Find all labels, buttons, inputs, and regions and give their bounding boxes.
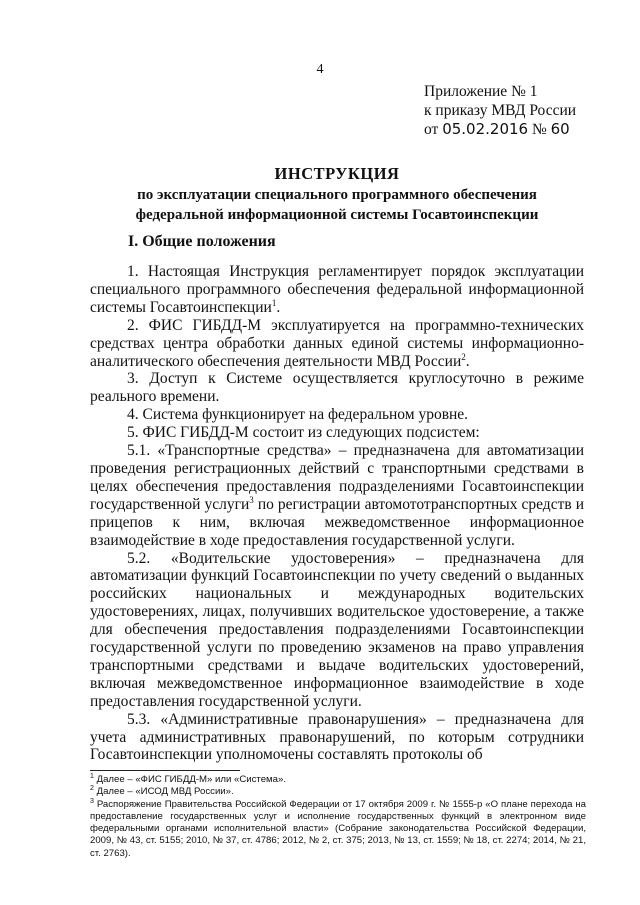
paragraph-5-2: 5.2. «Водительские удостоверения» – предназначена для автоматизации функций Госавтоинспекции по учету сведений о выданных российских национальных и международных водительских удостоверениях, лицах, получивших водительское удостоверение, а также для обеспечения предоставления подразделениями Госавтоинспекции государственной услуги по проведению экзаменов на право управления транспортными средствами и выдаче водительских удостоверений, включая межведомственное информационное взаимодействие в ходе предоставления государственной услуги. (90, 549, 584, 710)
footnote-3-number: 3 (90, 797, 94, 805)
paragraph-5-1-text-b: по регистрации автомототранспортных средств и прицепов к ним, включая межведомственное информационное взаимодействие в ходе предоставления государственной услуги. (90, 495, 584, 549)
footnote-2-number: 2 (90, 785, 94, 793)
appendix-date: 05.02.2016 (442, 120, 529, 138)
paragraph-5-1 (90, 442, 584, 549)
appendix-line-1: Приложение № 1 (424, 83, 538, 100)
document-title (90, 163, 584, 225)
paragraph-3: 3. Доступ к Системе осуществляется круглосуточно в режиме реального времени. (90, 370, 584, 406)
paragraph-2-text: 2. ФИС ГИБДД-М эксплуатируется на программно-технических средствах центра обработки данных единой системы информационно-аналитического обеспечения деятельности МВД России (90, 316, 584, 370)
paragraph-5: 5. ФИС ГИБДД-М состоит из следующих подсистем: (127, 424, 480, 442)
paragraph-5-3: 5.3. «Административные правонарушения» – предназначена для учета административных правонарушений, по которым сотрудники Госавтоинспекции уполномочены составлять протоколы об (90, 710, 584, 764)
appendix-number-sign: № (531, 121, 547, 138)
appendix-block (424, 82, 576, 139)
footnote-1-text: Далее – «ФИС ГИБДД-М» или «Система». (93, 774, 286, 785)
footnote-separator (90, 770, 240, 771)
paragraph-1: 1. Настоящая Инструкция регламентирует порядок эксплуатации специального программного обеспечения федеральной информационной системы Госавтоинспекции$^1$. (90, 263, 584, 316)
appendix-number: 60 (550, 120, 570, 138)
footnote-3-text: Распоряжение Правительства Российской Федерации от 17 октября 2009 г. № 1555-р «О плане перехода на предоставление государственных услуг и исполнение государственных функций в электронном виде федеральными органами исполнительной власти» (Собрание законодательства Российской Федерации, 2009, № 43, ст. 5155; 2010, № 37, ст. 4786; 2012, № 2, ст. 375; 2013, № 13, ст. 1559; № 18, ст. 2274; 2014, № 21, ст. 2763). (90, 798, 586, 859)
title-subtitle-line-2: федеральной информационной системы Госавтоинспекции (135, 207, 539, 223)
title-subtitle-line-1: по эксплуатации специального программного обеспечения (137, 187, 537, 203)
appendix-line-2: к приказу МВД России (424, 102, 577, 119)
page-number: 4 (316, 62, 324, 77)
footnote-ref-1: 1 (271, 297, 277, 308)
footnote-ref-3: 3 (249, 494, 254, 505)
footnote-1-number: 1 (90, 772, 94, 780)
footnote-ref-2: 2 (461, 351, 466, 362)
document-body (90, 263, 584, 764)
title-main: ИНСТРУКЦИЯ (274, 164, 400, 183)
footnote-2 (90, 786, 586, 798)
footnote-1 (90, 774, 586, 786)
section-heading: I. Общие положения (128, 233, 276, 250)
paragraph-2: 2. ФИС ГИБДД-М эксплуатируется на программно-технических средствах центра обработки данных единой системы информационно-аналитического обеспечения деятельности МВД России$^2$. (90, 316, 584, 370)
footnotes (90, 774, 586, 860)
paragraph-1-text: 1. Настоящая Инструкция регламентирует порядок эксплуатации специального программного обеспечения федеральной информационной системы Госавтоинспекции (90, 263, 584, 316)
appendix-line-3 (424, 120, 576, 139)
paragraph-5-1-text-a: 5.1. «Транспортные средства» – предназначена для автоматизации проведения регистрационных действий с транспортными средствами в целях обеспечения предоставления подразделениями Госавтоинспекции государственной услуги (90, 442, 584, 513)
footnote-3 (90, 799, 586, 860)
appendix-date-prefix: от (424, 121, 439, 138)
footnote-2-text: Далее – «ИСОД МВД России». (93, 786, 234, 798)
paragraph-4: 4. Система функционирует на федеральном уровне. (127, 406, 469, 424)
